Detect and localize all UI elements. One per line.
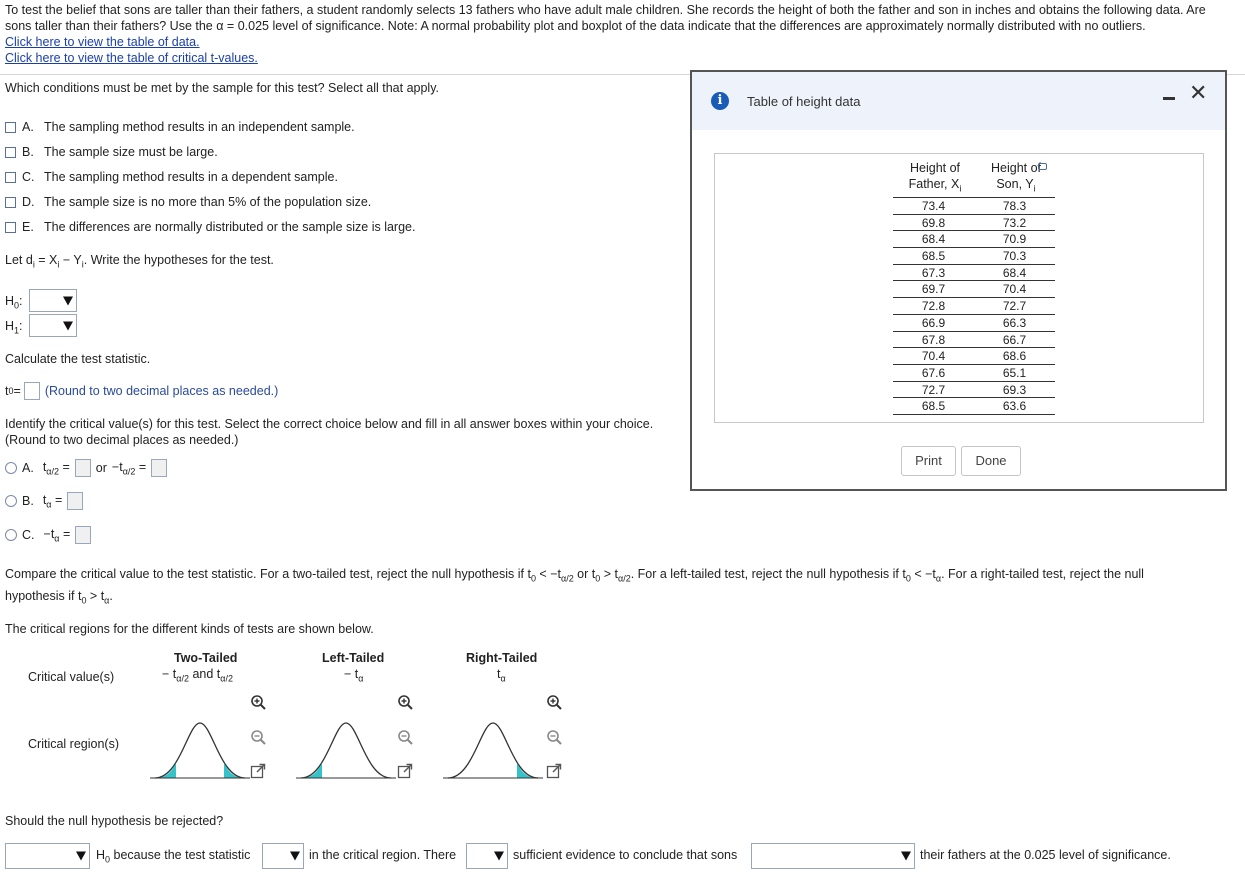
- option-text: The sampling method results in a dependent sample.: [44, 170, 338, 184]
- row-critical-values: Critical value(s): [28, 670, 115, 684]
- condition-checkbox[interactable]: [5, 197, 16, 208]
- zoom-out-icon[interactable]: [250, 729, 266, 745]
- height-table-frame: [714, 153, 1204, 423]
- round-note: (Round to two decimal places as needed.): [44, 384, 279, 398]
- neg-t-alpha: [44, 527, 71, 544]
- eq: =: [59, 459, 70, 474]
- t-alpha-half: [43, 460, 70, 477]
- header-line: Height of: [990, 161, 1042, 175]
- is-sufficient-dropdown[interactable]: [466, 843, 508, 869]
- son-height-cell: 78.3: [1002, 199, 1027, 213]
- sub: α/2: [176, 673, 189, 684]
- txt: t: [497, 667, 501, 681]
- t-sub: 0: [8, 386, 14, 396]
- txt: − t: [162, 667, 177, 681]
- father-height-cell: 67.3: [921, 265, 946, 280]
- or-text: or: [95, 461, 107, 475]
- left-tailed-value: [344, 667, 363, 684]
- zoom-in-icon[interactable]: [250, 694, 266, 710]
- sub: α/2: [220, 673, 233, 684]
- option-text: The sample size is no more than 5% of the population size.: [44, 195, 372, 209]
- let-text-y: − Y: [59, 253, 82, 267]
- father-height-cell: 68.5: [921, 249, 946, 264]
- critical-t-link[interactable]: Click here to view the table of critical t-values.: [5, 51, 258, 65]
- col-left-tailed: Left-Tailed: [322, 651, 385, 665]
- neg: −: [111, 459, 120, 474]
- father-height-header: [893, 160, 977, 197]
- sub-i: i: [81, 259, 84, 270]
- option-letter: A.: [22, 461, 34, 475]
- right-tail-region: [517, 763, 538, 778]
- son-height-cell: 68.4: [1002, 265, 1027, 280]
- chevron-down-icon: [290, 852, 300, 861]
- h-letter: H: [5, 319, 15, 333]
- son-height-cell: 70.4: [1002, 282, 1027, 297]
- father-height-cell: 69.7: [921, 282, 946, 297]
- condition-option[interactable]: [5, 120, 355, 134]
- done-button[interactable]: Done: [961, 446, 1021, 476]
- father-height-cell: 66.9: [921, 315, 946, 330]
- conclusion-text-1: [96, 848, 250, 865]
- expand-icon[interactable]: [546, 763, 562, 779]
- is-in-dropdown[interactable]: [262, 843, 304, 869]
- txt: > t: [600, 567, 618, 581]
- chevron-down-icon: [76, 852, 86, 861]
- txt: Father, X: [908, 177, 960, 191]
- h: H: [96, 848, 106, 862]
- h0-dropdown[interactable]: [29, 289, 77, 312]
- t: t: [42, 492, 47, 507]
- hypotheses-prompt: [5, 253, 274, 270]
- reject-dropdown[interactable]: [5, 843, 90, 869]
- son-height-cell: 68.6: [1002, 349, 1027, 364]
- father-height-cell: 73.4: [921, 199, 946, 213]
- son-height-cell: 66.7: [1002, 332, 1027, 347]
- radio-b[interactable]: [5, 495, 17, 507]
- left-tailed-curve: [296, 718, 396, 780]
- close-icon[interactable]: ✕: [1189, 80, 1208, 105]
- dialog-title: Table of height data: [747, 94, 861, 109]
- t: t: [42, 459, 47, 474]
- t-alpha-input[interactable]: [67, 492, 83, 510]
- h1-label: [5, 319, 23, 336]
- test-stat-prompt: Calculate the test statistic.: [5, 352, 151, 366]
- son-height-cell: 66.3: [1002, 315, 1027, 330]
- sub: α/2: [617, 573, 631, 584]
- sub: i: [1033, 183, 1036, 194]
- option-text: The differences are normally distributed or the sample size is large.: [44, 220, 416, 234]
- let-text: Let d: [5, 253, 33, 267]
- equals: =: [13, 384, 21, 398]
- print-button[interactable]: Print: [901, 446, 956, 476]
- txt: − t: [344, 667, 359, 681]
- conclusion-text-3: sufficient evidence to conclude that sons: [513, 848, 738, 862]
- sub: α/2: [46, 466, 60, 477]
- h-sub: 0: [14, 300, 20, 311]
- table-data-link[interactable]: Click here to view the table of data.: [5, 35, 200, 49]
- t-alpha: [43, 493, 62, 510]
- col-two-tailed: Two-Tailed: [174, 651, 238, 665]
- table-row: [893, 382, 1055, 399]
- son-height-cell: 65.1: [1002, 365, 1027, 380]
- txt: . For a left-tailed test, reject the null hypothesis if t: [630, 567, 906, 581]
- table-row: [893, 198, 1055, 215]
- zoom-out-icon[interactable]: [397, 729, 413, 745]
- condition-option[interactable]: [5, 145, 218, 159]
- test-stat-row: [5, 382, 278, 400]
- colon: :: [19, 319, 23, 333]
- info-icon: i: [711, 92, 729, 110]
- colon: :: [19, 294, 23, 308]
- conclusion-text-2: in the critical region. There: [309, 848, 457, 862]
- condition-checkbox[interactable]: [5, 122, 16, 133]
- option-letter: C.: [22, 528, 35, 542]
- critical-option-b[interactable]: [5, 492, 83, 510]
- table-row: [893, 231, 1055, 248]
- son-height-cell: 70.9: [1002, 232, 1027, 247]
- sub: 0: [595, 573, 601, 584]
- chevron-down-icon: [901, 852, 911, 861]
- sub: 0: [530, 573, 536, 584]
- left-tail-region: [155, 763, 176, 778]
- expand-icon[interactable]: [397, 763, 413, 779]
- conclusion-text-4: their fathers at the 0.025 level of significance.: [920, 848, 1171, 862]
- father-height-cell: 68.5: [921, 399, 946, 414]
- problem-statement: To test the belief that sons are taller than their fathers, a student randomly selects 13 fathers who have adult male children. She records the height of both the father and son in inches and obtains the following data. Are sons taller than their fathers? Use the α = 0.025 level of significance. Note: A normal probability plot and boxplot of the data indicate that the differences are approximately normally distributed with no outliers.: [5, 3, 1206, 33]
- sub-i: i: [57, 259, 60, 270]
- txt: < −t: [535, 567, 561, 581]
- option-letter: B.: [22, 145, 34, 159]
- sub: α/2: [560, 573, 574, 584]
- copy-icon[interactable]: [1038, 163, 1047, 170]
- neg-t-alpha-half: [112, 460, 146, 477]
- father-height-cell: 68.4: [921, 232, 946, 247]
- son-height-cell: 72.7: [1002, 299, 1027, 314]
- critical-option-a[interactable]: [5, 459, 167, 477]
- row-critical-regions: Critical region(s): [28, 737, 119, 751]
- condition-checkbox[interactable]: [5, 172, 16, 183]
- right-tail-region: [224, 763, 245, 778]
- comparison-dropdown[interactable]: [751, 843, 915, 869]
- txt: > t: [86, 589, 105, 603]
- let-text-end: . Write the hypotheses for the test.: [83, 253, 274, 267]
- conclusion-question: Should the null hypothesis be rejected?: [5, 814, 224, 828]
- father-height-cell: 72.8: [921, 299, 946, 314]
- neg-t-alpha-half-input[interactable]: [151, 459, 167, 477]
- two-tailed-values: [162, 667, 233, 684]
- critical-round-note: (Round to two decimal places as needed.): [5, 433, 239, 447]
- sub: 0: [105, 854, 111, 865]
- expand-icon[interactable]: [250, 763, 266, 779]
- txt: Son, Y: [996, 177, 1034, 191]
- father-height-cell: 67.6: [921, 365, 946, 380]
- h-letter: H: [5, 294, 15, 308]
- left-tail-region: [301, 763, 322, 778]
- txt: and t: [188, 667, 221, 681]
- conditions-question: Which conditions must be met by the sample for this test? Select all that apply.: [5, 81, 440, 95]
- height-table-body: [893, 197, 1055, 415]
- zoom-in-icon[interactable]: [397, 694, 413, 710]
- txt: Compare the critical value to the test statistic. For a two-tailed test, reject the null hypothesis if t: [5, 567, 531, 581]
- header-line: Height of: [909, 161, 961, 175]
- col-right-tailed: Right-Tailed: [466, 651, 538, 665]
- son-height-cell: 69.3: [1002, 382, 1027, 397]
- compare-text-line1: [5, 567, 1240, 584]
- table-row: [893, 315, 1055, 332]
- option-letter: D.: [22, 195, 35, 209]
- table-row: [893, 348, 1055, 365]
- critical-prompt: Identify the critical value(s) for this test. Select the correct choice below and fill in all answer boxes within your choice.: [5, 417, 654, 431]
- txt: < −t: [910, 567, 936, 581]
- right-tailed-curve: [443, 718, 543, 780]
- h1-dropdown[interactable]: [29, 314, 77, 337]
- table-row: [893, 248, 1055, 265]
- txt: because the test statistic: [110, 848, 251, 862]
- sub-i: i: [32, 259, 35, 270]
- condition-checkbox[interactable]: [5, 147, 16, 158]
- sub: α: [54, 533, 60, 544]
- t-label: t: [5, 384, 9, 398]
- two-tailed-curve: [150, 718, 250, 780]
- sub: α/2: [122, 466, 136, 477]
- height-data-dialog: [690, 70, 1227, 491]
- header-line: [893, 176, 977, 197]
- sub: i: [959, 183, 962, 194]
- h0-label: [5, 294, 23, 311]
- table-row: [893, 332, 1055, 349]
- zoom-in-icon[interactable]: [546, 694, 562, 710]
- sub: 0: [905, 573, 911, 584]
- option-text: The sampling method results in an independent sample.: [44, 120, 355, 134]
- let-text-x: = X: [34, 253, 58, 267]
- test-stat-input[interactable]: [24, 382, 40, 400]
- sub: α: [358, 673, 364, 684]
- eq: =: [51, 492, 63, 507]
- option-letter: B.: [22, 494, 34, 508]
- t: t: [119, 459, 123, 474]
- header-line: [977, 176, 1055, 197]
- condition-option[interactable]: [5, 220, 415, 234]
- regions-intro: The critical regions for the different kinds of tests are shown below.: [5, 622, 374, 636]
- radio-a[interactable]: [5, 462, 17, 474]
- table-row: [893, 215, 1055, 232]
- son-height-cell: 70.3: [1002, 249, 1027, 264]
- father-height-cell: 69.8: [921, 215, 946, 230]
- neg: −: [43, 526, 51, 541]
- radio-c[interactable]: [5, 529, 17, 541]
- txt: hypothesis if t: [5, 589, 82, 603]
- son-height-cell: 63.6: [1002, 399, 1027, 414]
- txt: . For a right-tailed test, reject the null: [941, 567, 1144, 581]
- table-row: [893, 398, 1055, 415]
- table-row: [893, 281, 1055, 298]
- condition-option[interactable]: [5, 195, 371, 209]
- chevron-down-icon: [63, 296, 73, 305]
- son-height-cell: 73.2: [1002, 215, 1027, 230]
- t: t: [50, 526, 55, 541]
- chevron-down-icon: [494, 852, 504, 861]
- condition-option[interactable]: [5, 170, 338, 184]
- dialog-header: [692, 72, 1225, 130]
- sub: α: [104, 595, 110, 606]
- father-height-cell: 67.8: [921, 332, 946, 347]
- table-row: [893, 265, 1055, 282]
- sub: α: [500, 673, 506, 684]
- minimize-icon[interactable]: [1163, 97, 1175, 100]
- option-letter: E.: [22, 220, 34, 234]
- compare-text-line2: [5, 589, 113, 606]
- father-height-cell: 70.4: [921, 349, 946, 364]
- right-tailed-value: [497, 667, 506, 684]
- sub: 0: [81, 595, 87, 606]
- option-letter: A.: [22, 120, 34, 134]
- chevron-down-icon: [63, 321, 73, 330]
- eq: =: [135, 459, 147, 474]
- condition-checkbox[interactable]: [5, 222, 16, 233]
- txt: .: [109, 589, 113, 603]
- neg-t-alpha-input[interactable]: [75, 526, 91, 544]
- table-row: [893, 298, 1055, 315]
- critical-option-c[interactable]: [5, 526, 91, 544]
- sub: α: [46, 499, 52, 510]
- father-height-cell: 72.7: [921, 382, 946, 397]
- txt: or t: [573, 567, 596, 581]
- table-row: [893, 365, 1055, 382]
- zoom-out-icon[interactable]: [546, 729, 562, 745]
- sub: α: [935, 573, 942, 584]
- h-sub: 1: [14, 325, 20, 336]
- eq: =: [59, 526, 71, 541]
- option-letter: C.: [22, 170, 35, 184]
- option-text: The sample size must be large.: [44, 145, 218, 159]
- t-alpha-half-input[interactable]: [75, 459, 91, 477]
